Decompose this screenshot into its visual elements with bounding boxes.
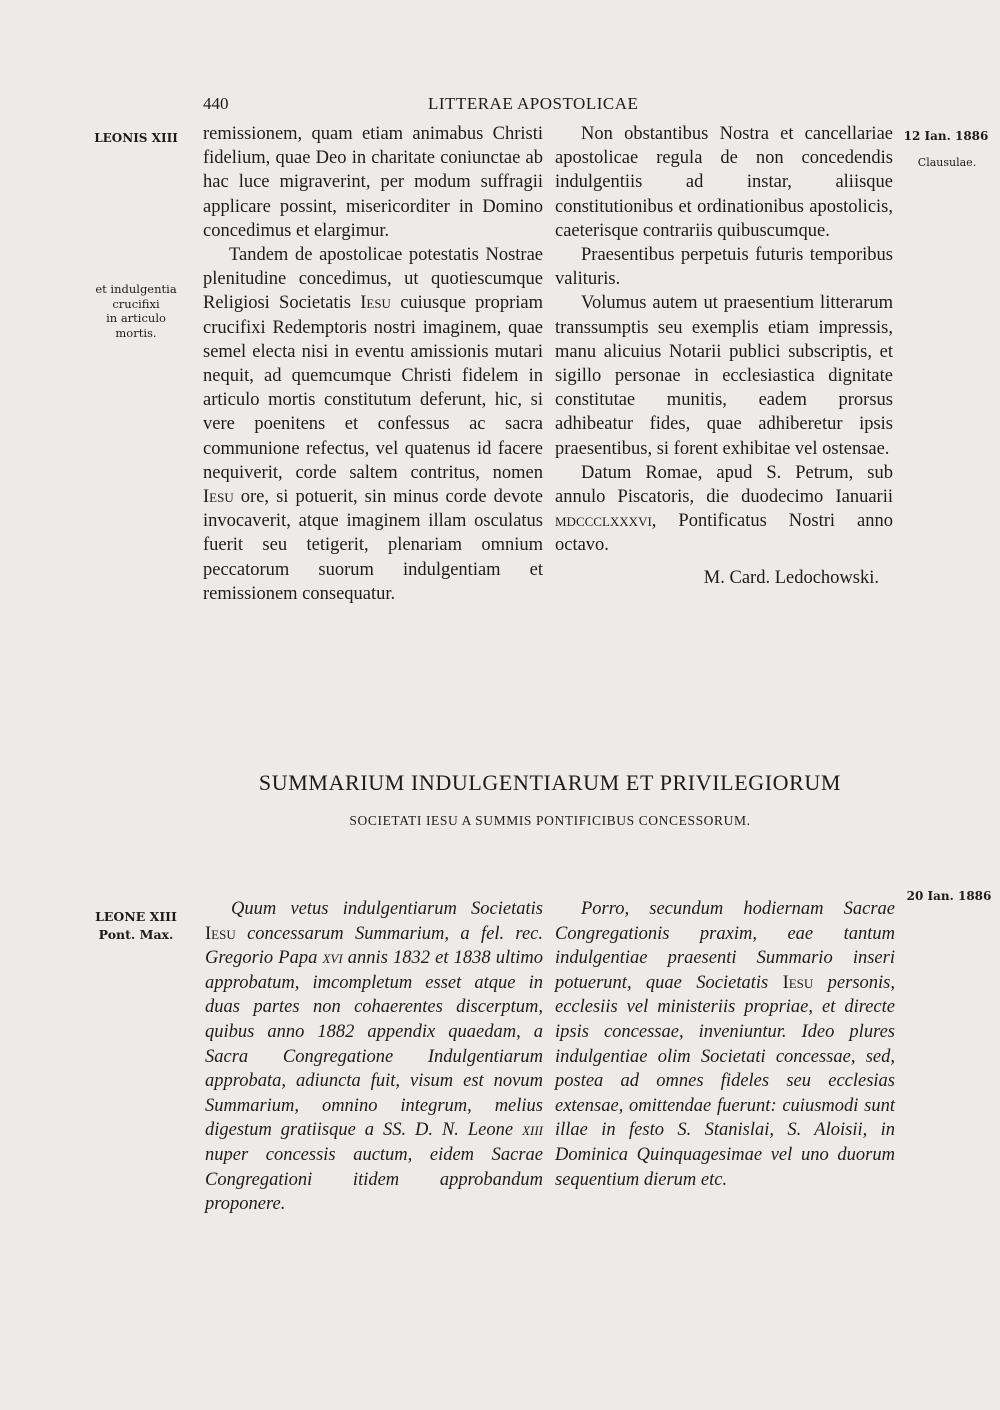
paragraph (203, 243, 543, 606)
small-caps-run: mdccclxxxvi (555, 511, 652, 532)
section-subtitle: SOCIETATI IESU A SUMMIS PONTIFICIBUS CONCESSORUM. (349, 813, 751, 828)
paragraph: Praesentibus perpetuis futuris temporibus valituris. (555, 245, 893, 290)
paragraph: Non obstantibus Nostra et cancellariae apostolicae regula de non concedendis indulgentiis ad instar, aliisque constitutionibus et ordinationibus apostolicis, caeterisque contrariis quibuscumque. (555, 124, 893, 241)
text-run: ore, si potuerit, sin minus corde devote invocaverit, atque imaginem illam osculatus fuerit seu tetigerit, plenariam omnium peccatorum suorum indulgentiam et remissionem consequatur. (203, 487, 543, 604)
paragraph (205, 897, 543, 1217)
small-caps-run: Iesu (203, 487, 234, 508)
text-run: cuiusque propriam crucifixi Redemptoris nostri imaginem, quae semel electa nisi in eventu amissionis mutari nequit, ad quemcumque Christi fidelem in articulo mortis constitutum deferunt, hic, si vere poenitens et confessus ac sacra communione refectus, vel quatenus id facere nequiverit, corde saltem contritus, nomen (203, 293, 543, 483)
paragraph: remissionem, quam etiam animabus Christi fidelium, quae Deo in charitate coniunctae ab hac luce migraverint, per modum suffragii applicare possint, misericorditer in Domino concedimus et elargimur. (203, 124, 543, 241)
margin-pontiff-bottom (84, 908, 188, 944)
running-title: LITTERAE APOSTOLICAE (428, 94, 639, 113)
margin-pontiff-name: LEONE XIII (95, 909, 177, 924)
small-caps-run: Iesu (205, 923, 236, 944)
text-run: Porro, secundum hodiernam Sacrae Congregationis praxim, eae tantum indulgentiae praesenti Summario inseri potuerunt, quae Societatis (555, 899, 895, 993)
margin-note-line: mortis. (115, 325, 157, 340)
signature: M. Card. Ledochowski. (703, 567, 879, 588)
small-caps-run: Iesu (782, 972, 814, 993)
text-run: annis 1832 et 1838 ultimo approbatum, imcompletum esset atque in duas partes non cohaerentes discerptum, quibus anno 1882 appendix quaedam, a Sacra Congregatione Indulgentiarum approbata, adiuncta fuit, visum est novum Summarium, omnino integrum, melius digestum gratiisque a SS. D. N. Leone (205, 948, 543, 1141)
margin-date-bottom: 20 Ian. 1886 (906, 889, 992, 903)
margin-note-line: crucifixi (112, 296, 160, 311)
text-run: Tandem de apostolicae potestatis Nostrae plenitudine concedimus, ut quotiescumque Religiosi Societatis (203, 245, 543, 314)
margin-note-clausulae: Clausulae. (917, 156, 977, 169)
paragraph (555, 461, 893, 558)
small-caps-run: xvi (322, 948, 343, 969)
paragraph: Volumus autem ut praesentium litterarum transsumptis seu exemplis etiam impressis, manu alicuius Notarii publici subscriptis, et sigillo personae in ecclesiastica dignitate constitutae munitis, eadem prorsus adhibeatur fides, quae adhiberetur ipsis praesentibus, si forent exhibitae vel ostensae. (555, 293, 893, 459)
upper-right-column (555, 122, 893, 590)
text-run: Quum vetus indulgentiarum Societatis (231, 899, 543, 919)
margin-note-indulgentia (88, 282, 184, 340)
margin-note-line: et indulgentia (95, 282, 177, 296)
text-run: , Pontificatus Nostri anno octavo. (555, 511, 893, 556)
section-title: SUMMARIUM INDULGENTIARUM ET PRIVILEGIORUM (258, 770, 842, 795)
margin-date-top: 12 Ian. 1886 (903, 129, 989, 143)
summary-left-column (205, 897, 543, 1217)
upper-left-column (203, 122, 543, 606)
running-head (0, 94, 1000, 118)
text-run: personis, ecclesiis vel ministeriis propriae, et directe ipsis concessae, inveniuntur. Ideo plures indulgentiae olim Societati concessae, sed, postea ad omnes fideles seu ecclesias extensae, omittendae fuerunt: cuiusmodi sunt illae in festo S. Stanislai, S. Aloisii, in Dominica Quinquagesimae vel uno duorum sequentium dierum etc. (555, 972, 895, 1190)
margin-note-line: in articulo (106, 311, 166, 325)
small-caps-run: xiii (522, 1120, 543, 1141)
margin-pontiff-title: Pont. Max. (98, 927, 174, 942)
text-run: Datum Romae, apud S. Petrum, sub annulo Piscatoris, die duodecimo Ianuarii (555, 462, 893, 508)
small-caps-run: Iesu (360, 293, 391, 314)
margin-pontiff-top: LEONIS XIII (94, 131, 178, 145)
text-run: nuper concessis auctum, eidem Sacrae Congregationi itidem approbandum proponere. (205, 1144, 543, 1215)
text-run: concessarum Summarium, a fel. rec. Gregorio Papa (205, 923, 543, 969)
page-number: 440 (203, 94, 229, 113)
summary-right-column (555, 897, 895, 1192)
paragraph (555, 897, 895, 1192)
